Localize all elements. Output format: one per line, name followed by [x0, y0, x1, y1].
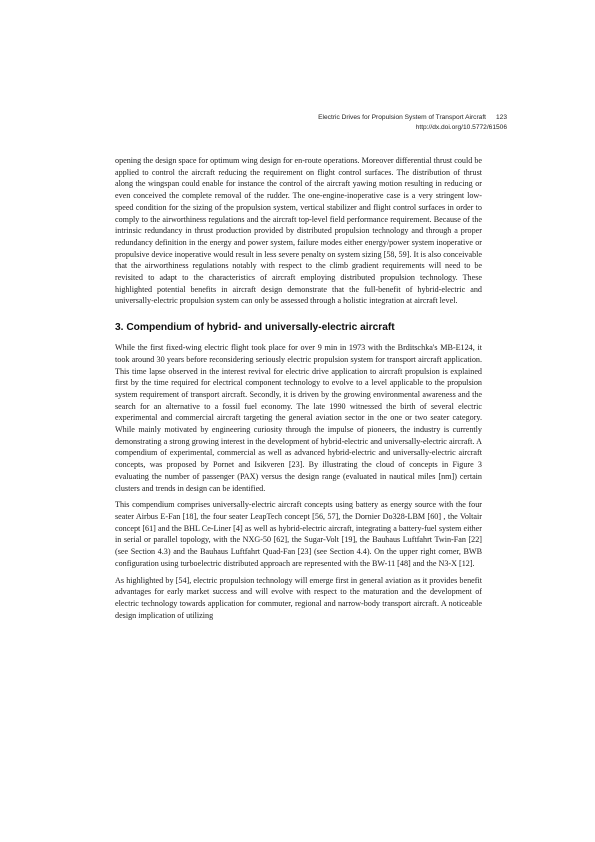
page-number: 123 [495, 114, 507, 121]
paragraph-compendium-concepts: This compendium comprises universally-electric aircraft concepts using battery as energy source with the four seater Airbus E-Fan [18], the four seater LeapTech concept [56, 57], the Dornier Do328-LBM [60] , the Voltair concept [61] and the BHL Ce-Liner [4] as well as hybrid-electric aircraft, integrating a battery-fuel system either in serial or parallel topology, with the NXG-50 [62], the Sugar-Volt [19], the Bauhaus Luftfahrt Twin-Fan [22] (see Section 4.3) and the Bauhaus Luftfahrt Quad-Fan [23] (see Section 4.4). On the upper right corner, BWB configuration using turboelectric distributed approach are represented with the BW-11 [48] and the N3-X [12]. [115, 500, 482, 568]
section-heading: 3. Compendium of hybrid- and universally-electric aircraft [115, 322, 395, 334]
doi-link[interactable]: http://dx.doi.org/10.5772/61506 [415, 124, 507, 131]
running-header [318, 113, 507, 133]
running-title: Electric Drives for Propulsion System of Transport Aircraft [318, 114, 486, 121]
page-body [115, 155, 482, 621]
paragraph-electric-flight-history: While the first fixed-wing electric flight took place for over 9 min in 1973 with the Brditschka's MB-E124, it took around 30 years before reconsidering seriously electric propulsion system for transport aircraft application. This time lapse observed in the interest revival for electric drive application to aircraft propulsion is explained first by the time required for electrical component technology to evolve to a level applicable to the propulsion system requirement of transport aircraft. Secondly, it is driven by the growing environmental awareness and the search for an alternative to a fossil fuel economy. The late 1990 witnessed the birth of several electric experimental and commercial aircraft targeting the general aviation sector in the one or two seater category. While mainly motivated by engineering curiosity through the impulse of pioneers, the industry is currently demonstrating a strong growing interest in the development of hybrid-electric and universally-electric aircraft. A compendium of experimental, commercial as well as advanced hybrid-electric and universally-electric aircraft concepts, was proposed by Pornet and Isikveren [23]. By illustrating the cloud of concepts in Figure 3 evaluating the number of passenger (PAX) versus the design range (evaluated in nautical miles [nm]) certain clusters and trends in design can be identified. [115, 343, 482, 493]
running-header-line [318, 113, 507, 123]
paragraph-intro: opening the design space for optimum wing design for en-route operations. Moreover differential thrust could be applied to control the aircraft reducing the requirement on flight control surfaces. The distribution of thrust along the wingspan could enable for instance the control of the aircraft yawing motion resulting in reducing or even conceived the complete removal of the rudder. The one-engine-inoperative case is a very stringent low-speed condition for the sizing of the propulsion system, vertical stabilizer and flight control surfaces in order to comply to the airworthiness regulations and the aircraft top-level field performance requirement. Because of the intrinsic redundancy in thrust production provided by distributed propulsion technology and through a proper redundancy definition in the energy and power system, failure modes either energy/power system inoperative or propulsive device inoperative would result in less severe penalty on system sizing [58, 59]. It is also conceivable that the airworthiness regulations notably with respect to the climb gradient requirements will need to be revisited to adapt to the characteristics of aircraft employing distributed propulsion technology. These highlighted potential benefits in aircraft design demonstrate that the full-benefit of hybrid-electric and universally-electric propulsion system can only be assessed through a holistic integration at aircraft level. [115, 156, 482, 306]
paragraph-general-aviation: As highlighted by [54], electric propulsion technology will emerge first in general aviation as it provides benefit advantages for early market success and will evolve with respect to the maturation and the development of electric technology towards application for commuter, regional and narrow-body transport aircraft. A noticeable design implication of utilizing [115, 575, 482, 620]
